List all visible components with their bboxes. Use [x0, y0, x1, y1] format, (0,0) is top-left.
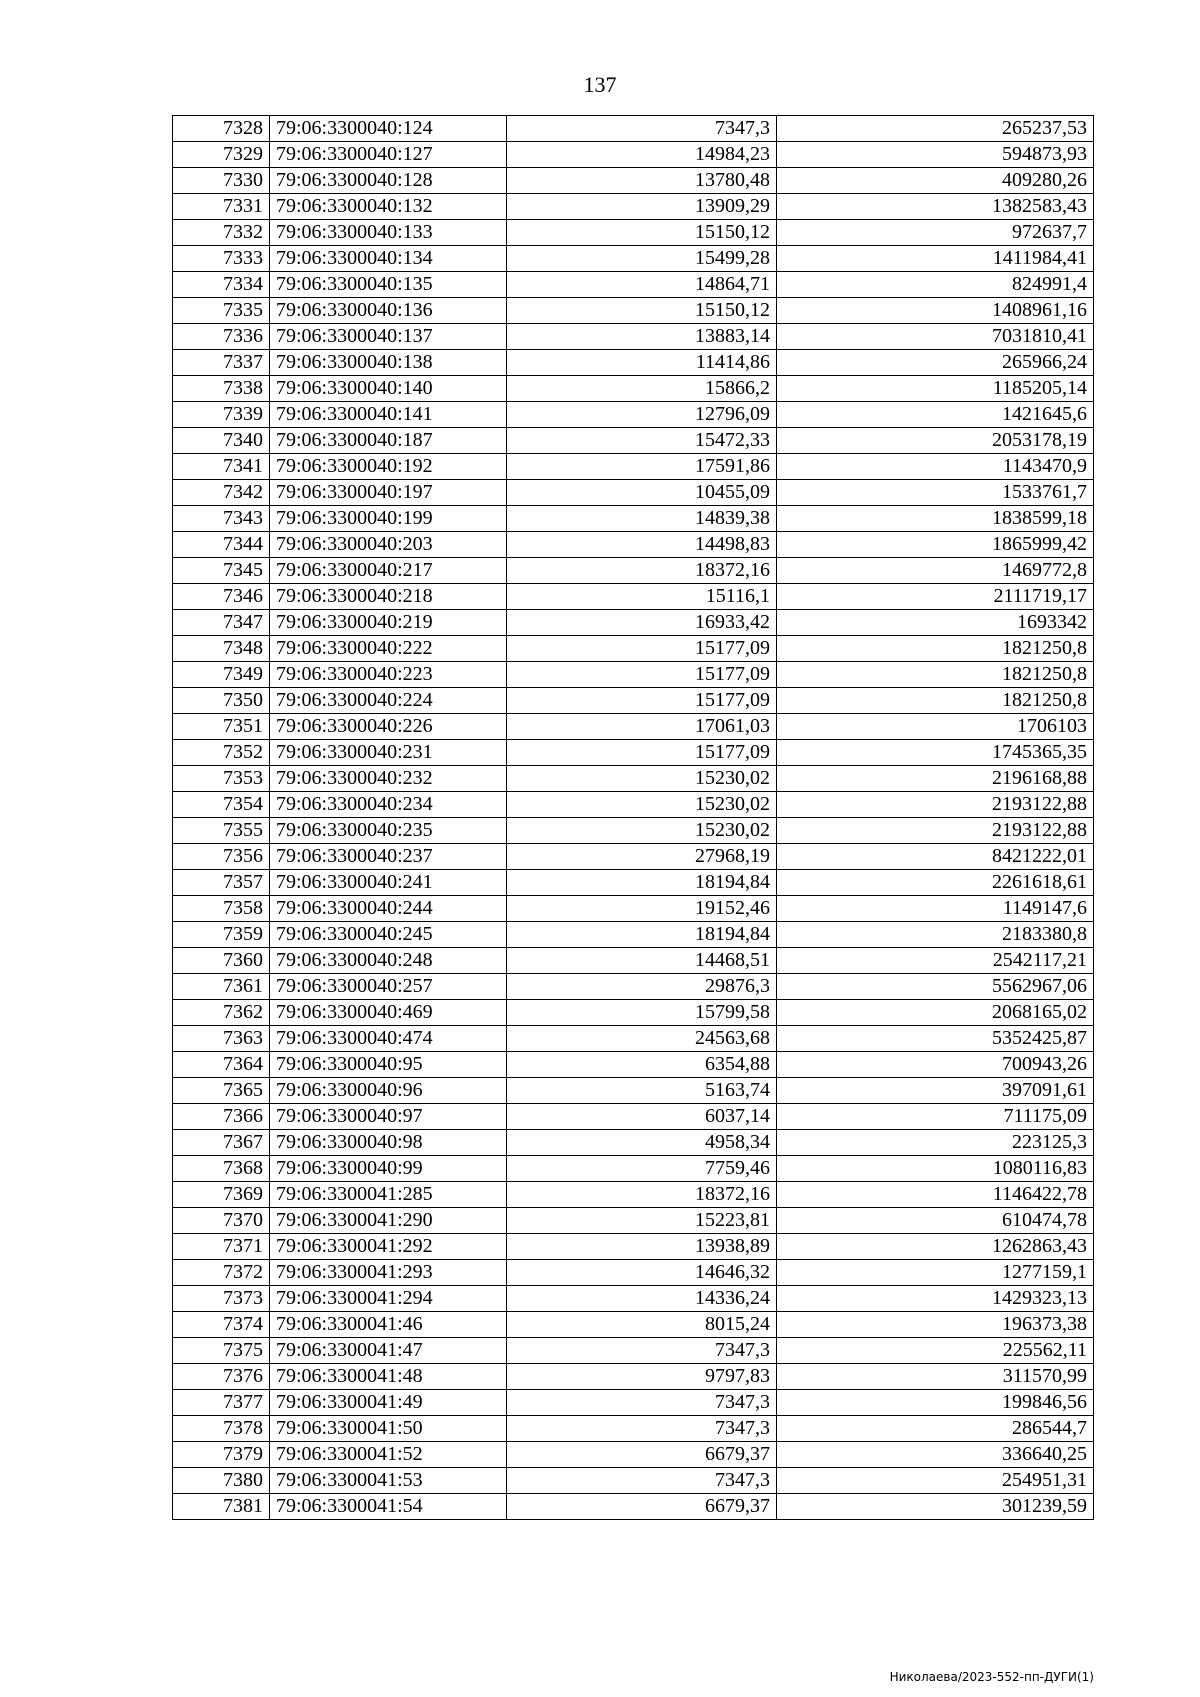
row-number: 7362: [173, 1000, 270, 1026]
row-number: 7344: [173, 532, 270, 558]
table-row: [173, 142, 1094, 168]
cadastral-number: 79:06:3300040:219: [270, 610, 507, 636]
area-cell: 11414,86: [507, 350, 777, 376]
table-row: [173, 896, 1094, 922]
area-cell: 14498,83: [507, 532, 777, 558]
area-cell: 15230,02: [507, 818, 777, 844]
value-cell: 265966,24: [777, 350, 1094, 376]
area-cell: 15116,1: [507, 584, 777, 610]
value-cell: 1080116,83: [777, 1156, 1094, 1182]
cadastral-number: 79:06:3300041:48: [270, 1364, 507, 1390]
area-cell: 17591,86: [507, 454, 777, 480]
cadastral-number: 79:06:3300041:49: [270, 1390, 507, 1416]
cadastral-number: 79:06:3300040:138: [270, 350, 507, 376]
table-row: [173, 1468, 1094, 1494]
value-cell: 286544,7: [777, 1416, 1094, 1442]
value-cell: 2111719,17: [777, 584, 1094, 610]
row-number: 7369: [173, 1182, 270, 1208]
cadastral-number: 79:06:3300040:99: [270, 1156, 507, 1182]
table-row: [173, 610, 1094, 636]
cadastral-number: 79:06:3300041:294: [270, 1286, 507, 1312]
area-cell: 16933,42: [507, 610, 777, 636]
value-cell: 1821250,8: [777, 636, 1094, 662]
row-number: 7380: [173, 1468, 270, 1494]
area-cell: 13938,89: [507, 1234, 777, 1260]
row-number: 7352: [173, 740, 270, 766]
value-cell: 1838599,18: [777, 506, 1094, 532]
row-number: 7354: [173, 792, 270, 818]
value-cell: 1865999,42: [777, 532, 1094, 558]
table-row: [173, 1052, 1094, 1078]
page-number: 137: [583, 72, 617, 97]
row-number: 7348: [173, 636, 270, 662]
cadastral-number: 79:06:3300040:241: [270, 870, 507, 896]
area-cell: 18372,16: [507, 1182, 777, 1208]
area-cell: 18194,84: [507, 922, 777, 948]
value-cell: 225562,11: [777, 1338, 1094, 1364]
row-number: 7376: [173, 1364, 270, 1390]
cadastral-number: 79:06:3300040:474: [270, 1026, 507, 1052]
cadastral-number: 79:06:3300041:52: [270, 1442, 507, 1468]
area-cell: 14839,38: [507, 506, 777, 532]
cadastral-number: 79:06:3300040:222: [270, 636, 507, 662]
value-cell: 1821250,8: [777, 662, 1094, 688]
value-cell: 1149147,6: [777, 896, 1094, 922]
row-number: 7365: [173, 1078, 270, 1104]
row-number: 7358: [173, 896, 270, 922]
value-cell: 2261618,61: [777, 870, 1094, 896]
table-row: [173, 532, 1094, 558]
cadastral-number: 79:06:3300040:203: [270, 532, 507, 558]
area-cell: 15499,28: [507, 246, 777, 272]
row-number: 7366: [173, 1104, 270, 1130]
table-row: [173, 298, 1094, 324]
value-cell: 5352425,87: [777, 1026, 1094, 1052]
cadastral-number: 79:06:3300040:137: [270, 324, 507, 350]
row-number: 7378: [173, 1416, 270, 1442]
value-cell: 1277159,1: [777, 1260, 1094, 1286]
row-number: 7367: [173, 1130, 270, 1156]
table-row: [173, 246, 1094, 272]
table-row: [173, 480, 1094, 506]
area-cell: 14336,24: [507, 1286, 777, 1312]
area-cell: 7759,46: [507, 1156, 777, 1182]
row-number: 7379: [173, 1442, 270, 1468]
cadastral-number: 79:06:3300040:134: [270, 246, 507, 272]
row-number: 7341: [173, 454, 270, 480]
table-row: [173, 584, 1094, 610]
area-cell: 10455,09: [507, 480, 777, 506]
table-row: [173, 220, 1094, 246]
row-number: 7339: [173, 402, 270, 428]
cadastral-number: 79:06:3300040:218: [270, 584, 507, 610]
cadastral-number: 79:06:3300041:47: [270, 1338, 507, 1364]
table-row: [173, 1494, 1094, 1520]
value-cell: 2196168,88: [777, 766, 1094, 792]
area-cell: 7347,3: [507, 1390, 777, 1416]
value-cell: 1429323,13: [777, 1286, 1094, 1312]
row-number: 7355: [173, 818, 270, 844]
cadastral-number: 79:06:3300040:95: [270, 1052, 507, 1078]
area-cell: 13780,48: [507, 168, 777, 194]
cadastral-number: 79:06:3300040:124: [270, 116, 507, 142]
area-cell: 5163,74: [507, 1078, 777, 1104]
row-number: 7353: [173, 766, 270, 792]
area-cell: 6037,14: [507, 1104, 777, 1130]
value-cell: 2068165,02: [777, 1000, 1094, 1026]
table-row: [173, 636, 1094, 662]
cadastral-number: 79:06:3300040:140: [270, 376, 507, 402]
value-cell: 1469772,8: [777, 558, 1094, 584]
table-row: [173, 558, 1094, 584]
row-number: 7338: [173, 376, 270, 402]
document-footer: Николаева/2023-552-пп-ДУГИ(1): [889, 1670, 1094, 1684]
area-cell: 18194,84: [507, 870, 777, 896]
row-number: 7335: [173, 298, 270, 324]
area-cell: 13909,29: [507, 194, 777, 220]
table-row: [173, 1234, 1094, 1260]
row-number: 7375: [173, 1338, 270, 1364]
value-cell: 1821250,8: [777, 688, 1094, 714]
cadastral-number: 79:06:3300040:132: [270, 194, 507, 220]
value-cell: 2542117,21: [777, 948, 1094, 974]
value-cell: 1143470,9: [777, 454, 1094, 480]
row-number: 7336: [173, 324, 270, 350]
area-cell: 6679,37: [507, 1494, 777, 1520]
area-cell: 15177,09: [507, 636, 777, 662]
value-cell: 1421645,6: [777, 402, 1094, 428]
table-row: [173, 818, 1094, 844]
area-cell: 15150,12: [507, 298, 777, 324]
value-cell: 1382583,43: [777, 194, 1094, 220]
table-row: [173, 922, 1094, 948]
area-cell: 19152,46: [507, 896, 777, 922]
cadastral-number: 79:06:3300040:244: [270, 896, 507, 922]
table-row: [173, 376, 1094, 402]
table-row: [173, 1260, 1094, 1286]
cadastral-number: 79:06:3300040:197: [270, 480, 507, 506]
cadastral-number: 79:06:3300041:54: [270, 1494, 507, 1520]
table-row: [173, 844, 1094, 870]
value-cell: 2193122,88: [777, 792, 1094, 818]
row-number: 7349: [173, 662, 270, 688]
row-number: 7374: [173, 1312, 270, 1338]
row-number: 7351: [173, 714, 270, 740]
cadastral-number: 79:06:3300040:232: [270, 766, 507, 792]
cadastral-number: 79:06:3300040:257: [270, 974, 507, 1000]
row-number: 7368: [173, 1156, 270, 1182]
table-row: [173, 662, 1094, 688]
cadastral-number: 79:06:3300040:248: [270, 948, 507, 974]
area-cell: 15150,12: [507, 220, 777, 246]
table-row: [173, 1416, 1094, 1442]
row-number: 7337: [173, 350, 270, 376]
area-cell: 18372,16: [507, 558, 777, 584]
cadastral-number: 79:06:3300041:50: [270, 1416, 507, 1442]
table-row: [173, 1078, 1094, 1104]
row-number: 7328: [173, 116, 270, 142]
cadastral-number: 79:06:3300040:98: [270, 1130, 507, 1156]
row-number: 7343: [173, 506, 270, 532]
area-cell: 24563,68: [507, 1026, 777, 1052]
row-number: 7373: [173, 1286, 270, 1312]
row-number: 7331: [173, 194, 270, 220]
row-number: 7377: [173, 1390, 270, 1416]
area-cell: 14468,51: [507, 948, 777, 974]
area-cell: 15230,02: [507, 792, 777, 818]
cadastral-number: 79:06:3300040:133: [270, 220, 507, 246]
row-number: 7340: [173, 428, 270, 454]
cadastral-number: 79:06:3300040:199: [270, 506, 507, 532]
value-cell: 196373,38: [777, 1312, 1094, 1338]
row-number: 7345: [173, 558, 270, 584]
table-row: [173, 1338, 1094, 1364]
value-cell: 824991,4: [777, 272, 1094, 298]
value-cell: 409280,26: [777, 168, 1094, 194]
table-row: [173, 1286, 1094, 1312]
area-cell: 7347,3: [507, 1468, 777, 1494]
value-cell: 2053178,19: [777, 428, 1094, 454]
value-cell: 1185205,14: [777, 376, 1094, 402]
area-cell: 6354,88: [507, 1052, 777, 1078]
value-cell: 610474,78: [777, 1208, 1094, 1234]
table-row: [173, 272, 1094, 298]
cadastral-number: 79:06:3300040:96: [270, 1078, 507, 1104]
table-row: [173, 766, 1094, 792]
row-number: 7342: [173, 480, 270, 506]
area-cell: 29876,3: [507, 974, 777, 1000]
table-row: [173, 1182, 1094, 1208]
row-number: 7329: [173, 142, 270, 168]
table-row: [173, 740, 1094, 766]
value-cell: 2183380,8: [777, 922, 1094, 948]
table-row: [173, 974, 1094, 1000]
table-row: [173, 688, 1094, 714]
area-cell: 15177,09: [507, 662, 777, 688]
area-cell: 8015,24: [507, 1312, 777, 1338]
area-cell: 15230,02: [507, 766, 777, 792]
value-cell: 1693342: [777, 610, 1094, 636]
row-number: 7363: [173, 1026, 270, 1052]
table-row: [173, 194, 1094, 220]
value-cell: 397091,61: [777, 1078, 1094, 1104]
value-cell: 223125,3: [777, 1130, 1094, 1156]
area-cell: 14646,32: [507, 1260, 777, 1286]
value-cell: 972637,7: [777, 220, 1094, 246]
value-cell: 1411984,41: [777, 246, 1094, 272]
area-cell: 13883,14: [507, 324, 777, 350]
table-row: [173, 350, 1094, 376]
value-cell: 711175,09: [777, 1104, 1094, 1130]
value-cell: 1745365,35: [777, 740, 1094, 766]
table-row: [173, 1104, 1094, 1130]
row-number: 7372: [173, 1260, 270, 1286]
cadastral-number: 79:06:3300040:223: [270, 662, 507, 688]
area-cell: 15472,33: [507, 428, 777, 454]
value-cell: 311570,99: [777, 1364, 1094, 1390]
table-row: [173, 1364, 1094, 1390]
row-number: 7361: [173, 974, 270, 1000]
value-cell: 301239,59: [777, 1494, 1094, 1520]
table-row: [173, 324, 1094, 350]
value-cell: 1262863,43: [777, 1234, 1094, 1260]
cadastral-number: 79:06:3300040:245: [270, 922, 507, 948]
row-number: 7371: [173, 1234, 270, 1260]
cadastral-number: 79:06:3300040:226: [270, 714, 507, 740]
table-row: [173, 168, 1094, 194]
value-cell: 7031810,41: [777, 324, 1094, 350]
cadastral-number: 79:06:3300040:187: [270, 428, 507, 454]
cadastral-number: 79:06:3300040:136: [270, 298, 507, 324]
value-cell: 254951,31: [777, 1468, 1094, 1494]
row-number: 7334: [173, 272, 270, 298]
row-number: 7330: [173, 168, 270, 194]
table-row: [173, 1026, 1094, 1052]
area-cell: 7347,3: [507, 116, 777, 142]
cadastral-number: 79:06:3300041:292: [270, 1234, 507, 1260]
table-row: [173, 1442, 1094, 1468]
cadastral-number: 79:06:3300040:192: [270, 454, 507, 480]
area-cell: 14984,23: [507, 142, 777, 168]
cadastral-number: 79:06:3300040:235: [270, 818, 507, 844]
row-number: 7346: [173, 584, 270, 610]
table-row: [173, 1156, 1094, 1182]
value-cell: 594873,93: [777, 142, 1094, 168]
row-number: 7370: [173, 1208, 270, 1234]
area-cell: 15177,09: [507, 688, 777, 714]
row-number: 7332: [173, 220, 270, 246]
area-cell: 15866,2: [507, 376, 777, 402]
cadastral-number: 79:06:3300040:469: [270, 1000, 507, 1026]
cadastral-number: 79:06:3300041:293: [270, 1260, 507, 1286]
area-cell: 4958,34: [507, 1130, 777, 1156]
row-number: 7357: [173, 870, 270, 896]
table-row: [173, 402, 1094, 428]
area-cell: 15799,58: [507, 1000, 777, 1026]
row-number: 7356: [173, 844, 270, 870]
row-number: 7359: [173, 922, 270, 948]
value-cell: 265237,53: [777, 116, 1094, 142]
table-row: [173, 714, 1094, 740]
value-cell: 1146422,78: [777, 1182, 1094, 1208]
table-row: [173, 454, 1094, 480]
cadastral-number: 79:06:3300040:135: [270, 272, 507, 298]
area-cell: 7347,3: [507, 1416, 777, 1442]
row-number: 7347: [173, 610, 270, 636]
cadastral-number: 79:06:3300040:128: [270, 168, 507, 194]
table-row: [173, 116, 1094, 142]
cadastral-number: 79:06:3300040:234: [270, 792, 507, 818]
cadastral-number: 79:06:3300041:46: [270, 1312, 507, 1338]
value-cell: 700943,26: [777, 1052, 1094, 1078]
row-number: 7360: [173, 948, 270, 974]
table-row: [173, 1000, 1094, 1026]
table-row: [173, 870, 1094, 896]
table-body: [173, 116, 1094, 1520]
area-cell: 6679,37: [507, 1442, 777, 1468]
row-number: 7381: [173, 1494, 270, 1520]
cadastral-number: 79:06:3300040:224: [270, 688, 507, 714]
area-cell: 12796,09: [507, 402, 777, 428]
table-row: [173, 428, 1094, 454]
area-cell: 7347,3: [507, 1338, 777, 1364]
value-cell: 5562967,06: [777, 974, 1094, 1000]
table-row: [173, 1208, 1094, 1234]
value-cell: 8421222,01: [777, 844, 1094, 870]
value-cell: 2193122,88: [777, 818, 1094, 844]
row-number: 7364: [173, 1052, 270, 1078]
cadastral-number: 79:06:3300041:285: [270, 1182, 507, 1208]
value-cell: 1706103: [777, 714, 1094, 740]
table-row: [173, 1390, 1094, 1416]
cadastral-number: 79:06:3300041:290: [270, 1208, 507, 1234]
cadastral-number: 79:06:3300040:217: [270, 558, 507, 584]
cadastral-number: 79:06:3300041:53: [270, 1468, 507, 1494]
table-row: [173, 1312, 1094, 1338]
value-cell: 1408961,16: [777, 298, 1094, 324]
area-cell: 14864,71: [507, 272, 777, 298]
cadastral-number: 79:06:3300040:141: [270, 402, 507, 428]
value-cell: 336640,25: [777, 1442, 1094, 1468]
row-number: 7350: [173, 688, 270, 714]
area-cell: 15223,81: [507, 1208, 777, 1234]
cadastral-number: 79:06:3300040:97: [270, 1104, 507, 1130]
table-row: [173, 948, 1094, 974]
cadastral-number: 79:06:3300040:231: [270, 740, 507, 766]
area-cell: 27968,19: [507, 844, 777, 870]
value-cell: 199846,56: [777, 1390, 1094, 1416]
cadastral-value-table: [172, 115, 1094, 1520]
area-cell: 15177,09: [507, 740, 777, 766]
area-cell: 17061,03: [507, 714, 777, 740]
cadastral-number: 79:06:3300040:127: [270, 142, 507, 168]
value-cell: 1533761,7: [777, 480, 1094, 506]
row-number: 7333: [173, 246, 270, 272]
table-row: [173, 792, 1094, 818]
cadastral-number: 79:06:3300040:237: [270, 844, 507, 870]
area-cell: 9797,83: [507, 1364, 777, 1390]
table-row: [173, 1130, 1094, 1156]
table-row: [173, 506, 1094, 532]
